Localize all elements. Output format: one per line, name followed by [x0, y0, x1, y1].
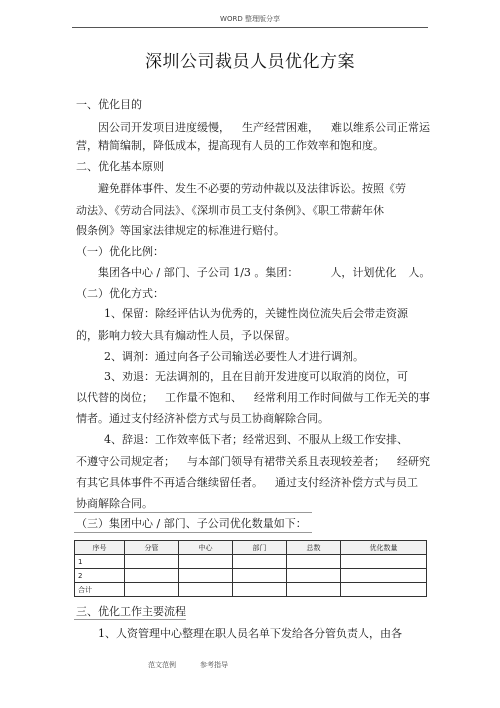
header-label: WORD 整理版分享 [220, 15, 280, 23]
column-header-center: 中心 [179, 541, 233, 555]
table-cell [233, 555, 287, 569]
table-cell [125, 583, 179, 597]
header-divider [72, 27, 428, 28]
table-cell [125, 555, 179, 569]
optimization-quantity-table [74, 540, 427, 597]
column-header-index: 序号 [75, 541, 125, 555]
paragraph-line: 1、人资管理中心整理在职人员名单下发给各分管负责人，由各 [98, 627, 402, 640]
table-cell: 2 [75, 569, 125, 583]
table-cell: 1 [75, 555, 125, 569]
paragraph-line: 因公司开发项目进度缓慢， 生产经营困难， 难以维系公司正常运 [98, 121, 430, 134]
paragraph-line: 情者。通过支付经济补偿方式与员工协商解除合同。 [76, 412, 329, 425]
subsection-heading-methods: （二）优化方式： [76, 287, 164, 300]
column-header-optimize-count: 优化数量 [341, 541, 427, 555]
paragraph-line: 以代替的岗位； 工作量不饱和、 经常利用工作时间做与工作无关的事 [76, 391, 430, 404]
table-cell [233, 569, 287, 583]
paragraph-line: 协商解除合同。 [76, 497, 153, 510]
document-title: 深圳公司裁员人员优化方案 [145, 52, 355, 72]
table-cell [179, 583, 233, 597]
table-row [75, 583, 427, 597]
table-cell [287, 569, 341, 583]
column-header-total: 总数 [287, 541, 341, 555]
table-cell [179, 555, 233, 569]
text-underline [74, 532, 312, 533]
paragraph-line: 4、辞退：工作效率低下者；经常迟到、不服从上级工作安排、 [104, 433, 408, 446]
footer-left-label: 范文范例 [148, 661, 176, 669]
column-header-supervisor: 分管 [125, 541, 179, 555]
paragraph-line: 的，影响力较大具有煽动性人员，予以保留。 [76, 329, 296, 342]
table-row [75, 555, 427, 569]
paragraph-line: 2、调剂：通过向各子公司输送必要性人才进行调剂。 [104, 350, 364, 363]
text-underline [74, 619, 186, 620]
table-cell [287, 583, 341, 597]
table-cell [341, 569, 427, 583]
paragraph-line: 集团各中心 / 部门、子公司 1/3 。集团： 人，计划优化 人。 [98, 266, 431, 279]
section-heading-principles: 二、优化基本原则 [76, 160, 164, 173]
subsection-heading-quantity: （三）集团中心 / 部门、子公司优化数量如下： [76, 517, 307, 530]
paragraph-line: 3、劝退：无法调剂的，且在目前开发进度可以取消的岗位，可 [104, 370, 408, 383]
section-heading-purpose: 一、优化目的 [76, 98, 142, 111]
table-cell [233, 583, 287, 597]
subsection-heading-ratio: （一）优化比例： [76, 245, 164, 258]
paragraph-line: 不遵守公司规定者； 与本部门领导有裙带关系且表现较差者； 经研究 [76, 455, 430, 468]
paragraph-line: 动法》、《劳动合同法》、《深圳市员工支付条例》、《职工带薪年休 [76, 204, 384, 217]
column-header-department: 部门 [233, 541, 287, 555]
table-row [75, 569, 427, 583]
table-cell [125, 569, 179, 583]
table-header-row [75, 541, 427, 555]
table-cell [341, 583, 427, 597]
paragraph-line: 有其它具体事件不再适合继续留任者。 通过支付经济补偿方式与员工 [76, 476, 418, 489]
footer-right-label: 参考指导 [200, 661, 228, 669]
table-cell [287, 555, 341, 569]
paragraph-line: 1、保留：除经评估认为优秀的，关键性岗位流失后会带走资源 [104, 307, 408, 320]
text-underline [74, 512, 312, 513]
paragraph-line: 假条例》等国家法律规定的标准进行赔付。 [76, 224, 285, 237]
table-cell [179, 569, 233, 583]
table-cell: 合计 [75, 583, 125, 597]
paragraph-line: 避免群体事件、发生不必要的劳动仲裁以及法律诉讼。按照《劳 [98, 182, 406, 195]
paragraph-line: 营，精简编制，降低成本，提高现有人员的工作效率和饱和度。 [76, 139, 384, 152]
table-cell [341, 555, 427, 569]
section-heading-process: 三、优化工作主要流程 [76, 605, 186, 618]
